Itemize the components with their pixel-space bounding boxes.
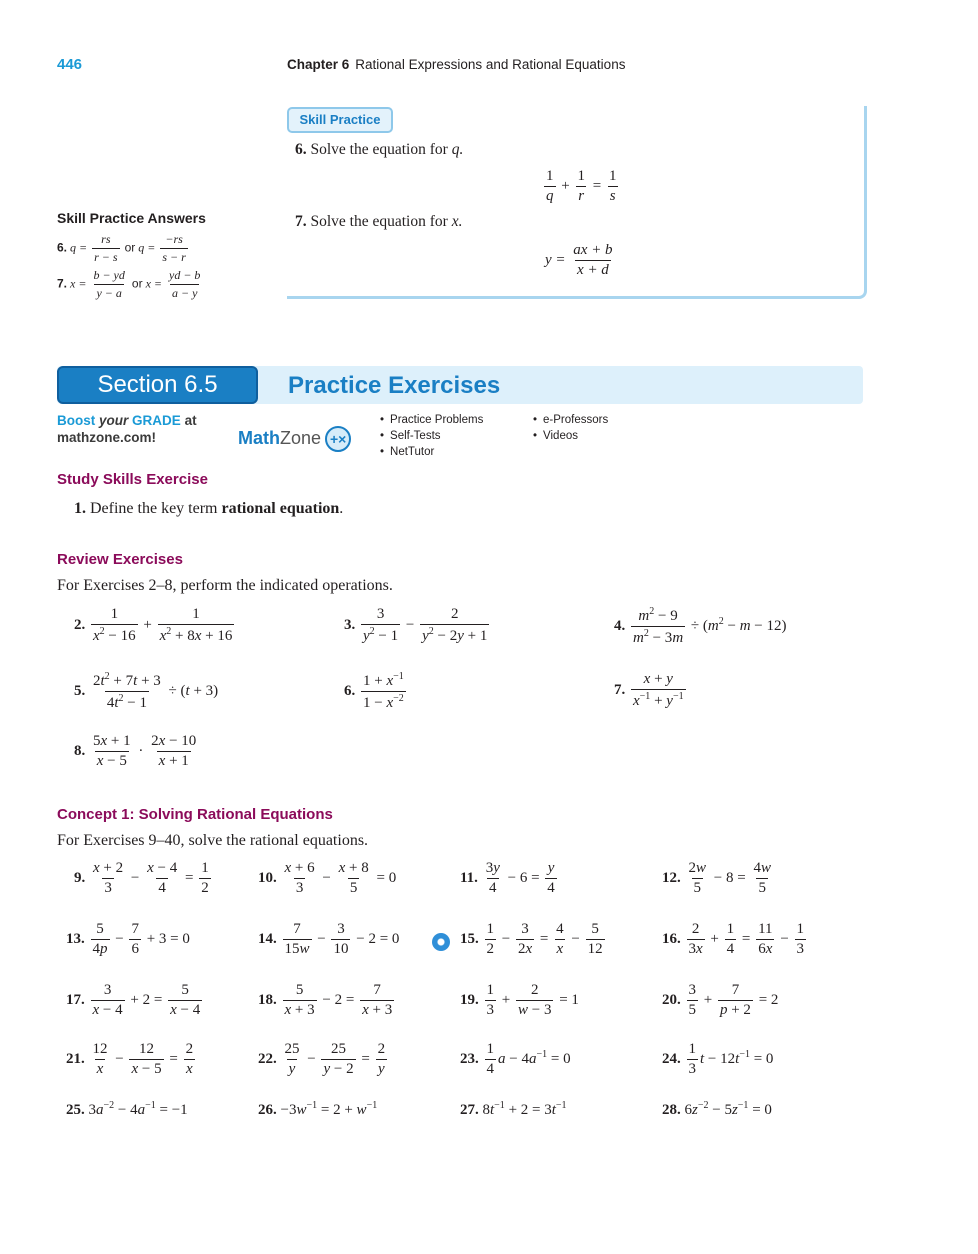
exercise-20: 20. $\frac{3}{5}$ + $\frac{7}{p + 2}$ = 2 [662, 982, 779, 1018]
skill-problem-6: 6. Solve the equation for q. [295, 141, 464, 158]
study-exercise-1: 1. Define the key term rational equation. [74, 500, 344, 517]
running-head [287, 57, 625, 72]
exercise-27: 27. $8t^{-1} + 2 = 3t^{-1}$ [460, 1100, 567, 1118]
exercise-6: 6. $\frac{1 + x^{-1}}{1 - x^{-2}}$ [344, 671, 404, 711]
exercise-28: 28. $6z^{-2} - 5z^{-1} = 0$ [662, 1100, 772, 1118]
svg-text:+×: +× [330, 431, 347, 447]
exercise-7: 7. $\frac{x + y}{x^{-1} + y^{-1}}$ [614, 671, 684, 709]
exercise-21: 21. $\frac{12}{x}$ − $\frac{12}{x - 5}$ = $\frac{2}{x}$ [66, 1041, 194, 1077]
exercise-17: 17. $\frac{3}{x - 4}$ + 2 = $\frac{5}{x - 4}$ [66, 982, 201, 1018]
exercise-9: 9. $\frac{x + 2}{3}$ − $\frac{x - 4}{4}$ = $\frac{1}{2}$ [74, 860, 209, 896]
exercise-12: 12. $\frac{2w}{5}$ − 8 = $\frac{4w}{5}$ [662, 860, 771, 896]
skill-equation-6: $\frac{1}{q}$ + $\frac{1}{r}$ = $\frac{1}{s}$ [546, 168, 617, 204]
exercise-13: 13. $\frac{5}{4p}$ − $\frac{7}{6}$ + 3 = 0 [66, 921, 190, 957]
exercise-11: 11. $\frac{3y}{4}$ − 6 = $\frac{y}{4}$ [460, 860, 555, 896]
exercise-5: 5. $\frac{2t^2 + 7t + 3}{4t^2 - 1}$ ÷ (t + 3) [74, 671, 219, 711]
resource-item[interactable]: • e-Professors [533, 412, 608, 428]
resources-col-1 [380, 412, 483, 460]
exercise-25: 25. $3a^{-2} - 4a^{-1} = -1$ [66, 1100, 188, 1118]
resource-item[interactable]: • NetTutor [380, 444, 483, 460]
exercise-15: 15. $\frac{1}{2}$ − $\frac{3}{2x}$ = $\frac{4}{x}$ − $\frac{5}{12}$ [460, 921, 603, 957]
review-intro: For Exercises 2–8, perform the indicated operations. [57, 577, 393, 594]
resource-item[interactable]: • Practice Problems [380, 412, 483, 428]
exercise-18: 18. $\frac{5}{x + 3}$ − 2 = $\frac{7}{x + 3}$ [258, 982, 393, 1018]
resource-item[interactable]: • Self-Tests [380, 428, 483, 444]
exercise-24: 24. $\frac{1}{3}$ $t - 12t^{-1} = 0$ [662, 1041, 774, 1077]
exercise-8: 8. $\frac{5x + 1}{x - 5}$ · $\frac{2x - 10}{x + 1}$ [74, 733, 197, 769]
resource-item[interactable]: • Videos [533, 428, 608, 444]
skill-practice-tag: Skill Practice [287, 107, 393, 133]
concept-heading: Concept 1: Solving Rational Equations [57, 806, 333, 823]
skill-equation-7: y = $\frac{ax + b}{x + d}$ [545, 242, 613, 278]
section-tag: Section 6.5 [57, 366, 258, 404]
concept-intro: For Exercises 9–40, solve the rational equations. [57, 832, 369, 849]
exercise-2: 2. $\frac{1}{x^2 - 16}$ + $\frac{1}{x^2 + 8x + 16}$ [74, 606, 233, 644]
review-heading: Review Exercises [57, 551, 183, 568]
mathzone-logo-icon [320, 424, 356, 454]
skill-problem-7: 7. Solve the equation for x. [295, 213, 463, 230]
exercise-16: 16. $\frac{2}{3x}$ + $\frac{1}{4}$ = $\frac{11}{6x}$ − $\frac{1}{3}$ [662, 921, 805, 957]
answer-7: 7. x = $\frac{b - yd}{y - a}$ or x = $\frac{yd - b}{a - y}$ [57, 268, 201, 300]
page-number: 446 [57, 56, 83, 73]
exercise-26: 26. $-3w^{-1} = 2 + w^{-1}$ [258, 1100, 378, 1118]
resources-col-2 [533, 412, 608, 444]
mathzone-logo[interactable]: MathZone +× [238, 424, 356, 454]
exercise-10: 10. $\frac{x + 6}{3}$ − $\frac{x + 8}{5}$ = 0 [258, 860, 397, 896]
exercise-22: 22. $\frac{25}{y}$ − $\frac{25}{y - 2}$ = $\frac{2}{y}$ [258, 1041, 386, 1077]
exercise-4: 4. $\frac{m^2 - 9}{m^2 - 3m}$ ÷ $(m^2 - m - 12)$ [614, 606, 787, 646]
exercise-19: 19. $\frac{1}{3}$ + $\frac{2}{w - 3}$ = 1 [460, 982, 579, 1018]
chapter-label: Chapter 6 [287, 57, 350, 72]
boost-grade-link[interactable]: Boost your GRADE at mathzone.com! [57, 413, 197, 445]
answer-6: 6. q = $\frac{rs}{r - s}$ or q = $\frac{-rs}{s - r}$ [57, 232, 186, 264]
chapter-title: Rational Expressions and Rational Equations [355, 57, 626, 72]
study-heading: Study Skills Exercise [57, 471, 208, 488]
section-title: Practice Exercises [288, 372, 501, 399]
video-cd-icon[interactable] [432, 933, 450, 956]
exercise-23: 23. $\frac{1}{4}$ $a - 4a^{-1} = 0$ [460, 1041, 571, 1077]
exercise-14: 14. $\frac{7}{15w}$ − $\frac{3}{10}$ − 2 = 0 [258, 921, 400, 957]
exercise-3: 3. $\frac{3}{y^2 - 1}$ − $\frac{2}{y^2 - 2y + 1}$ [344, 606, 488, 644]
answers-title: Skill Practice Answers [57, 210, 206, 226]
